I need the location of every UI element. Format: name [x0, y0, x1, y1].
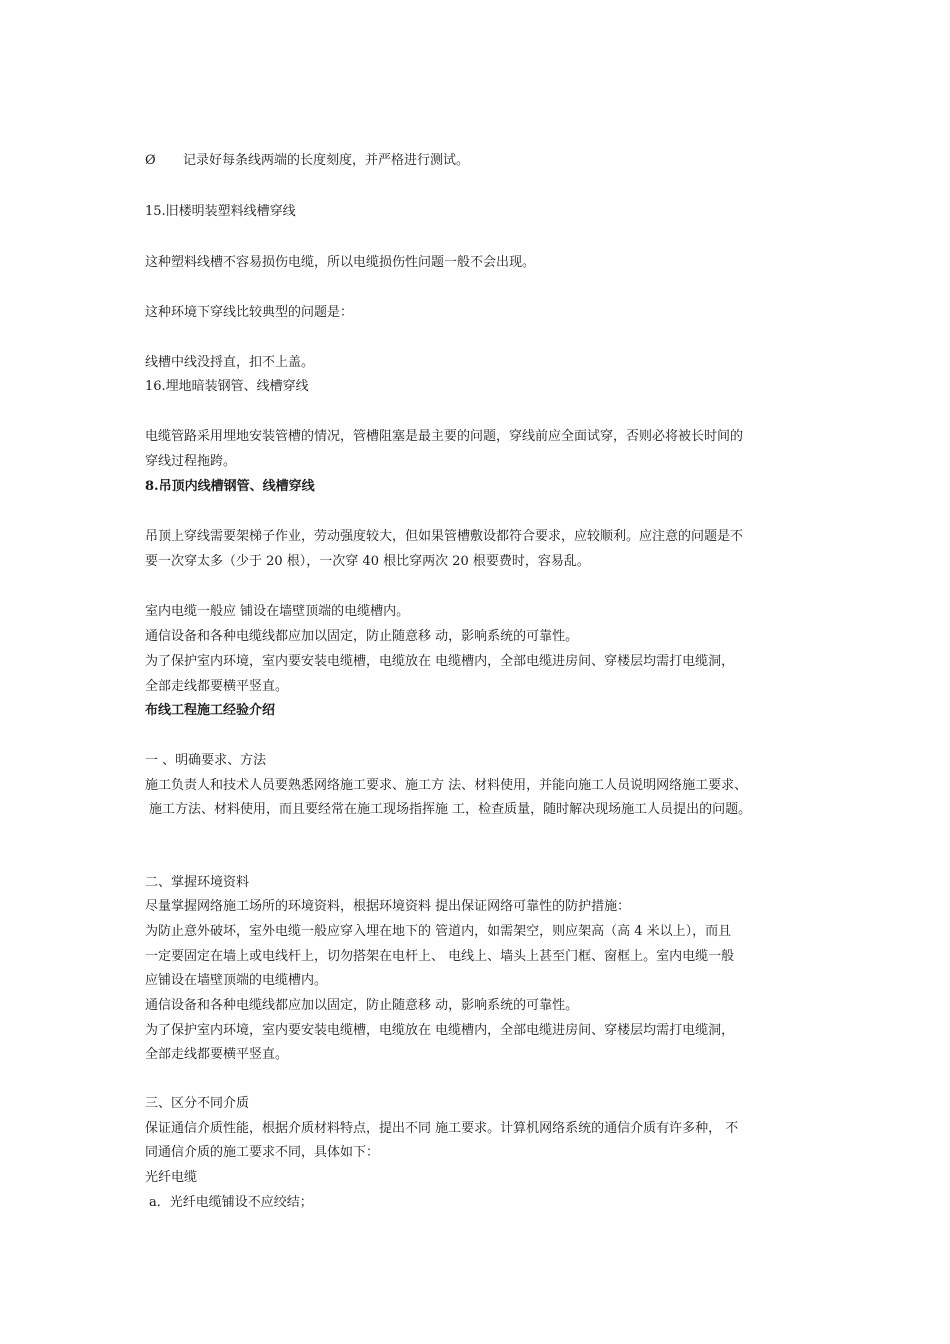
- text-line: 同通信介质的施工要求不同，具体如下：: [145, 1145, 380, 1160]
- text-line: 通信设备和各种电缆线都应加以固定，防止随意移 动，影响系统的可靠性。: [145, 629, 579, 644]
- text-line: 通信设备和各种电缆线都应加以固定，防止随意移 动，影响系统的可靠性。: [145, 998, 579, 1013]
- text-line: 吊顶上穿线需要架梯子作业，劳动强度较大，但如果管槽敷设都符合要求，应较顺利。应注意的问题是不: [145, 529, 744, 544]
- text-line: 为了保护室内环境，室内要安装电缆槽，电缆放在 电缆槽内，全部电缆进房间、穿楼层均需打电缆洞，: [145, 654, 735, 669]
- text-line: a．光纤电缆铺设不应绞结；: [149, 1195, 313, 1210]
- text-line: 全部走线都要横平竖直。: [145, 1047, 289, 1062]
- text-line: 施工负责人和技术人员要熟悉网络施工要求、施工方 法、材料使用，并能向施工人员说明网络施工要求、: [145, 778, 748, 793]
- section-heading-8: 8.吊顶内线槽钢管、线槽穿线: [145, 479, 315, 494]
- text-line: 全部走线都要横平竖直。: [145, 679, 289, 694]
- section-heading-16: 16.埋地暗装钢管、线槽穿线: [145, 379, 309, 394]
- subsection-heading-2: 二、掌握环境资料: [145, 875, 250, 890]
- bullet-arrow-icon: Ø: [145, 153, 156, 168]
- text-line: 这种塑料线槽不容易损伤电缆，所以电缆损伤性问题一般不会出现。: [145, 255, 536, 270]
- text-line: 尽量掌握网络施工场所的环境资料，根据环境资料 提出保证网络可靠性的防护措施：: [145, 899, 631, 914]
- section-heading-15: 15.旧楼明装塑料线槽穿线: [145, 204, 296, 219]
- text-line: 电缆管路采用埋地安装管槽的情况，管槽阻塞是最主要的问题，穿线前应全面试穿，否则必将被长时间的: [145, 429, 744, 444]
- text-line: 室内电缆一般应 铺设在墙壁顶端的电缆槽内。: [145, 604, 410, 619]
- text-line: 记录好每条线两端的长度刻度，并严格进行测试。: [183, 153, 470, 168]
- text-line: 为防止意外破坏，室外电缆一般应穿入埋在地下的 管道内，如需架空，则应架高（高 4 米以上），而且: [145, 924, 732, 939]
- subsection-heading-3: 三、区分不同介质: [145, 1096, 250, 1111]
- bullet-line: [145, 153, 469, 169]
- text-line: 穿线过程拖跨。: [145, 454, 237, 469]
- subsection-heading-1: 一 、明确要求、方法: [145, 753, 267, 768]
- text-line: 为了保护室内环境，室内要安装电缆槽，电缆放在 电缆槽内，全部电缆进房间、穿楼层均需打电缆洞，: [145, 1023, 735, 1038]
- text-line: 线槽中线没捋直，扣不上盖。: [145, 355, 315, 370]
- text-line: 光纤电缆: [145, 1170, 198, 1185]
- text-line: 施工方法、材料使用，而且要经常在施工现场指挥施 工，检查质量，随时解决现场施工人员提出的问题。: [149, 802, 752, 817]
- text-line: 应铺设在墙壁顶端的电缆槽内。: [145, 973, 328, 988]
- text-line: 一定要固定在墙上或电线杆上，切勿搭架在电杆上、 电线上、墙头上甚至门框、窗框上。室内电缆一般: [145, 949, 735, 964]
- text-line: 要一次穿太多（少于 20 根），一次穿 40 根比穿两次 20 根要费时，容易乱。: [145, 554, 590, 569]
- text-line: 保证通信介质性能，根据介质材料特点，提出不同 施工要求。计算机网络系统的通信介质有许多种， 不: [145, 1121, 739, 1136]
- section-heading-experience: 布线工程施工经验介绍: [145, 703, 276, 718]
- text-line: 这种环境下穿线比较典型的问题是：: [145, 305, 354, 320]
